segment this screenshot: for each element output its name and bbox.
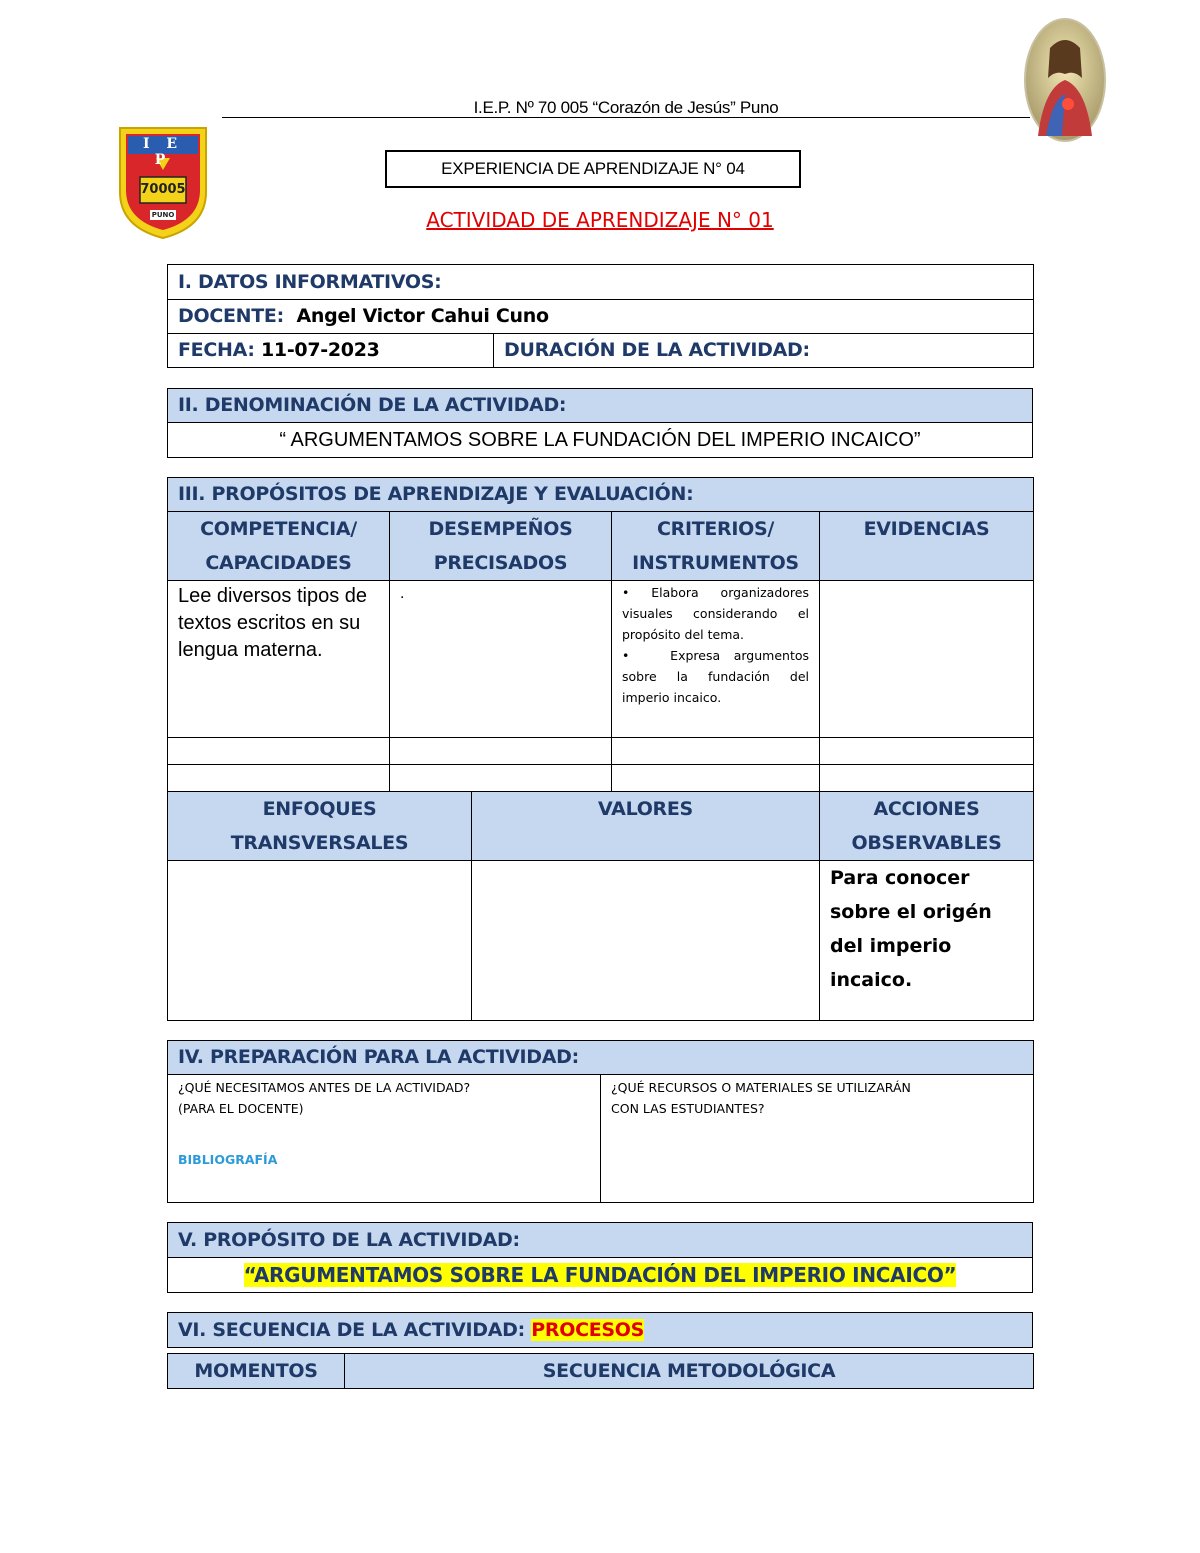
empty-cell [168, 738, 390, 765]
section1-title: I. DATOS INFORMATIVOS: [168, 265, 1034, 300]
datos-informativos-table [167, 264, 1034, 368]
logo-text-top: I E P [142, 136, 184, 168]
school-logo [116, 122, 210, 240]
col-competencia-line2: CAPACIDADES [205, 552, 352, 574]
empty-cell [820, 738, 1034, 765]
fecha-cell [168, 334, 494, 368]
section6-title: VI. SECUENCIA DE LA ACTIVIDAD: [178, 1319, 525, 1341]
preparacion-left-line2: (PARA EL DOCENTE) [178, 1101, 304, 1116]
procesos-label: PROCESOS [531, 1319, 645, 1341]
enfoques-cell [168, 861, 472, 1021]
sacred-heart-portrait [1024, 18, 1106, 142]
criterio-item [622, 582, 809, 645]
activity-title: ACTIVIDAD DE APRENDIZAJE N° 01 [426, 208, 774, 232]
col-competencia-line1: COMPETENCIA/ [200, 518, 357, 540]
docente-value: Angel Victor Cahui Cuno [296, 305, 549, 327]
header-rule [222, 117, 1030, 118]
section2-title: II. DENOMINACIÓN DE LA ACTIVIDAD: [168, 389, 1033, 423]
preparacion-left-line1: ¿QUÉ NECESITAMOS ANTES DE LA ACTIVIDAD? [178, 1080, 471, 1095]
col-evidencias-header: EVIDENCIAS [820, 512, 1034, 581]
institution-header: I.E.P. Nº 70 005 “Corazón de Jesús” Puno [473, 98, 779, 117]
logo-text-bottom: PUNO [151, 211, 175, 219]
denominacion-value: “ ARGUMENTAMOS SOBRE LA FUNDACIÓN DEL IMPERIO INCAICO” [168, 423, 1033, 458]
criterio-2: Expresa argumentos sobre la fundación del imperio incaico. [622, 648, 810, 705]
enfoques-line2: TRANSVERSALES [230, 832, 409, 854]
fecha-value: 11-07-2023 [261, 339, 380, 361]
bullet-icon: • [622, 648, 630, 663]
enfoques-header [168, 792, 472, 861]
preparacion-right-line2: CON LAS ESTUDIANTES? [611, 1101, 765, 1116]
propositos-table [167, 477, 1034, 1021]
col-criterios-header [612, 512, 820, 581]
evidencias-cell [820, 581, 1034, 738]
preparacion-table [167, 1040, 1034, 1203]
acciones-value: Para conocer sobre el origén del imperio incaico. [820, 861, 1034, 1021]
desempeno-cell: . [390, 581, 612, 738]
col-desempenos-line1: DESEMPEÑOS [428, 518, 573, 540]
empty-cell [390, 765, 612, 792]
valores-header: VALORES [472, 792, 820, 861]
secuencia-header: SECUENCIA METODOLÓGICA [345, 1354, 1034, 1389]
proposito-table [167, 1222, 1033, 1293]
col-criterios-line1: CRITERIOS/ [656, 518, 775, 540]
competencia-cell: Lee diversos tipos de textos escritos en su lengua materna. [168, 581, 390, 738]
bullet-icon: • [622, 585, 630, 600]
col-desempenos-header [390, 512, 612, 581]
secuencia-table [167, 1312, 1033, 1348]
momentos-header: MOMENTOS [168, 1354, 345, 1389]
valores-cell [472, 861, 820, 1021]
criterios-cell [612, 581, 820, 738]
empty-cell [168, 765, 390, 792]
section5-title: V. PROPÓSITO DE LA ACTIVIDAD: [168, 1223, 1033, 1258]
preparacion-right-line1: ¿QUÉ RECURSOS O MATERIALES SE UTILIZARÁN [611, 1080, 911, 1095]
criterio-1: Elabora organizadores visuales considerando el propósito del tema. [622, 585, 809, 642]
acciones-line2: OBSERVABLES [851, 832, 1002, 854]
section4-title: IV. PREPARACIÓN PARA LA ACTIVIDAD: [168, 1041, 1034, 1075]
bibliografia-label: BIBLIOGRAFÍA [178, 1152, 278, 1167]
duracion-label: DURACIÓN DE LA ACTIVIDAD: [494, 334, 1034, 368]
criterio-item [622, 645, 809, 708]
empty-cell [390, 738, 612, 765]
secuencia-header-table [167, 1353, 1034, 1389]
docente-label: DOCENTE: [178, 305, 284, 327]
col-competencia-header [168, 512, 390, 581]
section3-title: III. PROPÓSITOS DE APRENDIZAJE Y EVALUACIÓN: [168, 478, 1034, 512]
empty-cell [612, 765, 820, 792]
fecha-label: FECHA: [178, 339, 255, 361]
empty-cell [612, 738, 820, 765]
col-desempenos-line2: PRECISADOS [433, 552, 568, 574]
docente-row [168, 300, 1034, 334]
recursos-cell [601, 1075, 1034, 1203]
preparacion-docente-cell [168, 1075, 601, 1203]
acciones-header [820, 792, 1034, 861]
proposito-value: “ARGUMENTAMOS SOBRE LA FUNDACIÓN DEL IMPERIO INCAICO” [243, 1263, 957, 1287]
proposito-value-cell [168, 1258, 1033, 1293]
empty-cell [820, 765, 1034, 792]
logo-text-number: 70005 [140, 182, 186, 197]
portrait-icon [1024, 18, 1106, 142]
acciones-line1: ACCIONES [873, 798, 980, 820]
denominacion-table [167, 388, 1033, 458]
section6-title-cell [168, 1313, 1033, 1348]
experience-box: EXPERIENCIA DE APRENDIZAJE N° 04 [385, 150, 801, 188]
col-criterios-line2: INSTRUMENTOS [632, 552, 799, 574]
enfoques-line1: ENFOQUES [262, 798, 377, 820]
